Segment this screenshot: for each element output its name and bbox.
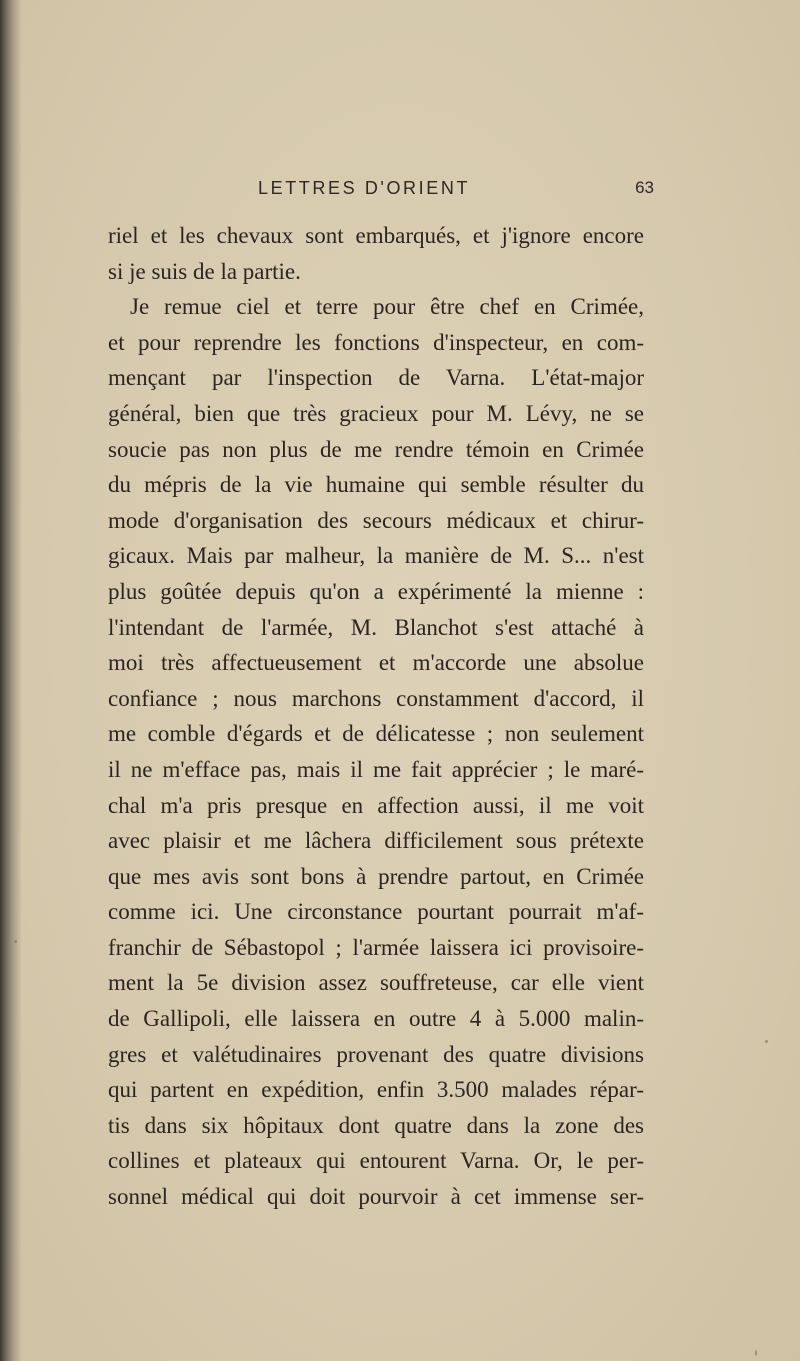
- text-line: mençant par l'inspection de Varna. L'état-major: [108, 365, 644, 391]
- text-line: tis dans six hôpitaux dont quatre dans la zone des: [108, 1112, 644, 1138]
- text-line: l'intendant de l'armée, M. Blanchot s'est attaché à: [108, 614, 644, 640]
- text-line: soucie pas non plus de me rendre témoin en Crimée: [108, 436, 644, 462]
- text-line: de Gallipoli, elle laissera en outre 4 à 5.000 malin-: [108, 1006, 644, 1032]
- text-line: que mes avis sont bons à prendre partout, en Crimée: [108, 863, 644, 889]
- text-line: franchir de Sébastopol ; l'armée laissera ici provisoire-: [108, 934, 644, 960]
- text-line: et pour reprendre les fonctions d'inspecteur, en com-: [108, 329, 644, 355]
- text-line: gicaux. Mais par malheur, la manière de M. S... n'est: [108, 543, 644, 569]
- text-line: confiance ; nous marchons constamment d'accord, il: [108, 685, 644, 711]
- body-text: [108, 218, 644, 1215]
- paper-speck: [755, 1350, 757, 1356]
- text-line: il ne m'efface pas, mais il me fait apprécier ; le maré-: [108, 756, 644, 782]
- text-line: mode d'organisation des secours médicaux et chirur-: [108, 507, 644, 533]
- text-line: collines et plateaux qui entourent Varna. Or, le per-: [108, 1148, 644, 1174]
- running-head: [108, 178, 654, 204]
- text-line: sonnel médical qui doit pourvoir à cet immense ser-: [108, 1184, 644, 1210]
- text-line: qui partent en expédition, enfin 3.500 malades répar-: [108, 1077, 644, 1103]
- text-line: plus goûtée depuis qu'on a expérimenté la mienne :: [108, 578, 644, 604]
- text-line: avec plaisir et me lâchera difficilement sous prétexte: [108, 828, 644, 854]
- text-line: chal m'a pris presque en affection aussi, il me voit: [108, 792, 644, 818]
- text-line: Je remue ciel et terre pour être chef en Crimée,: [130, 294, 644, 320]
- text-line: général, bien que très gracieux pour M. Lévy, ne se: [108, 400, 644, 426]
- paper-speck: [14, 940, 17, 943]
- page-number: 63: [635, 178, 654, 197]
- text-line: du mépris de la vie humaine qui semble résulter du: [108, 472, 644, 498]
- text-line: ment la 5e division assez souffreteuse, car elle vient: [108, 970, 644, 996]
- text-line: moi très affectueusement et m'accorde une absolue: [108, 650, 644, 676]
- paper-speck: [765, 1040, 768, 1043]
- text-line: si je suis de la partie.: [108, 258, 301, 284]
- text-line: me comble d'égards et de délicatesse ; non seulement: [108, 721, 644, 747]
- text-line: comme ici. Une circonstance pourtant pourrait m'af-: [108, 899, 644, 925]
- text-line: riel et les chevaux sont embarqués, et j'ignore encore: [108, 223, 644, 248]
- text-line: gres et valétudinaires provenant des quatre divisions: [108, 1041, 644, 1067]
- running-title: LETTRES D'ORIENT: [258, 178, 471, 198]
